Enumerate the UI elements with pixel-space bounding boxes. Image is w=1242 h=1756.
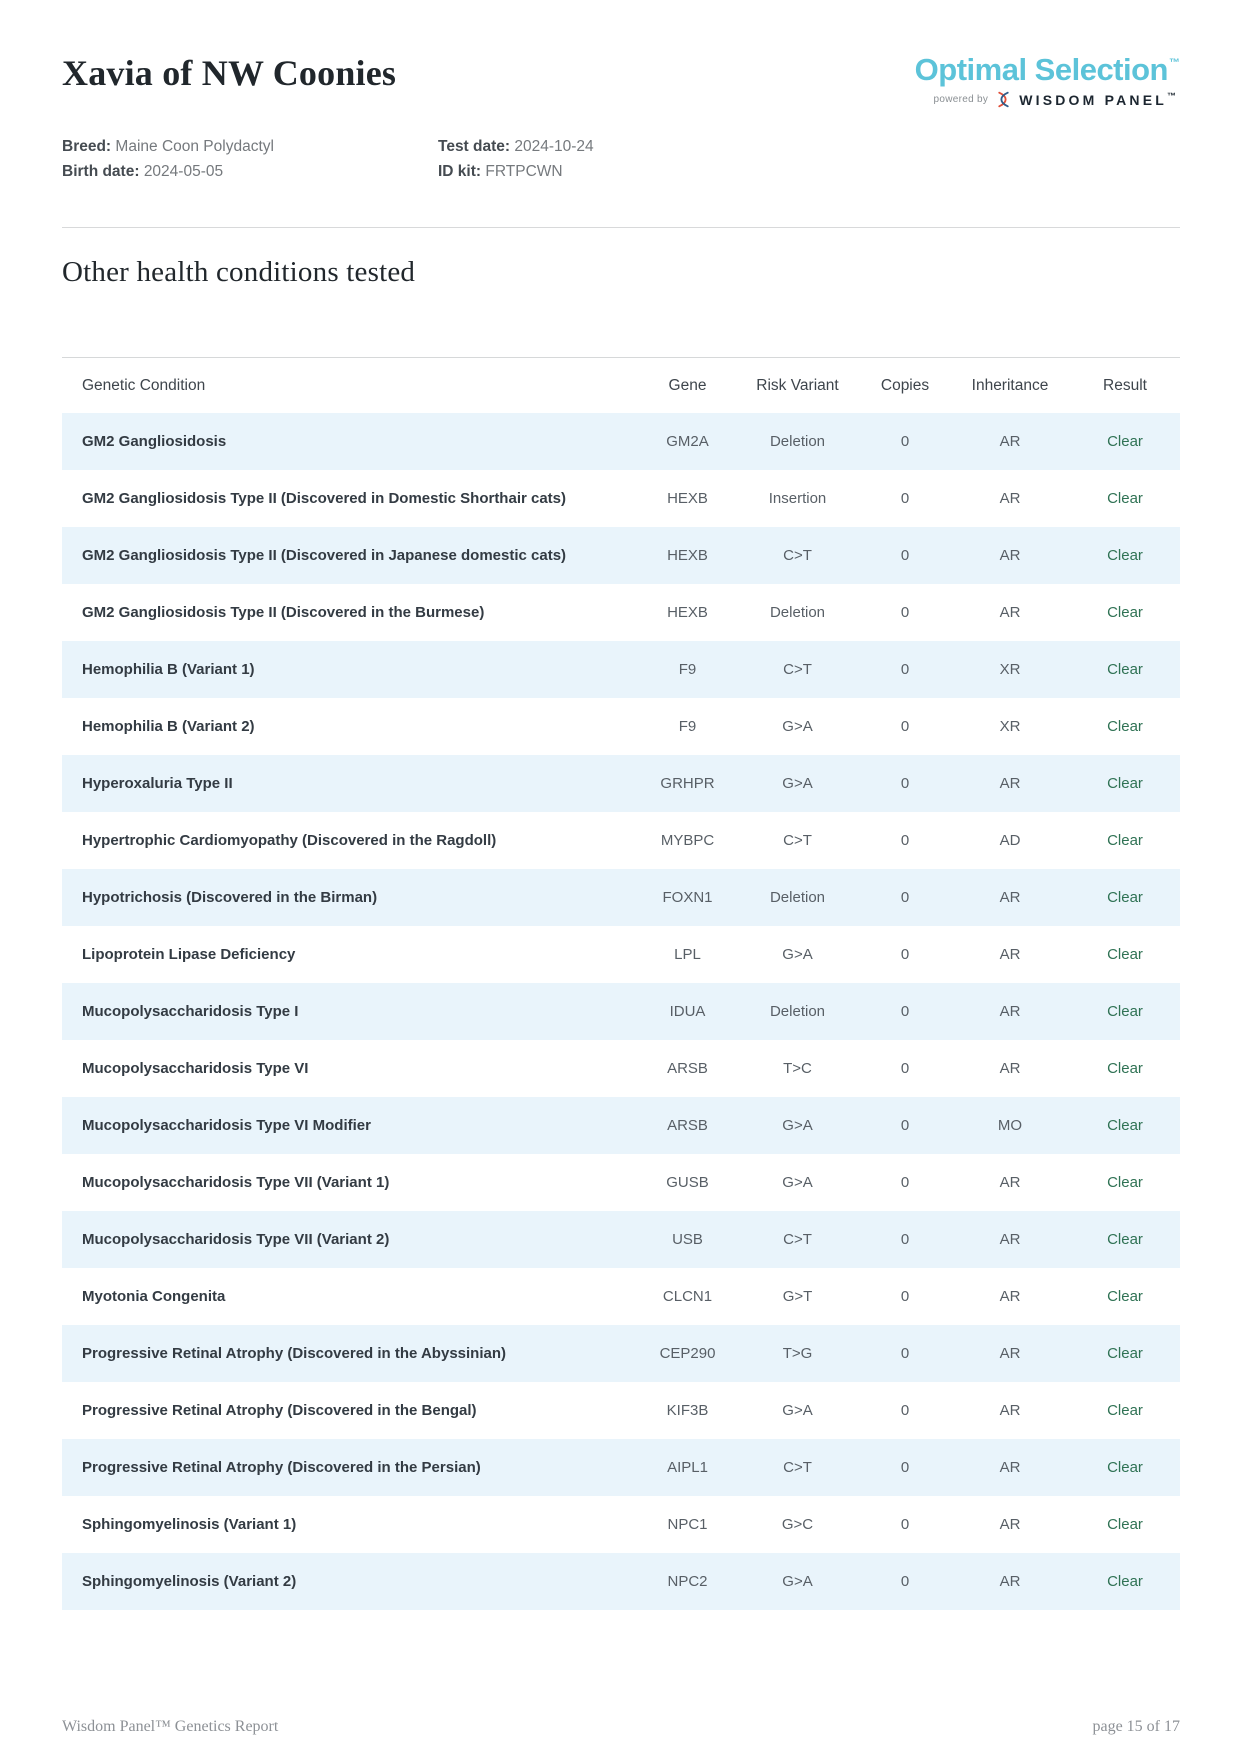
cell-inheritance: AR [999, 1060, 1021, 1077]
table-row [62, 413, 1180, 470]
cell-result: Clear [1107, 1345, 1143, 1362]
column-header-risk-variant: Risk Variant [756, 376, 839, 394]
cell-genetic-condition: Hemophilia B (Variant 2) [82, 717, 255, 735]
powered-by-label: powered by [933, 94, 989, 105]
cell-result: Clear [1107, 1231, 1143, 1248]
partner-trademark: ™ [1167, 91, 1176, 101]
id-kit-label: ID kit: [438, 163, 482, 180]
cell-inheritance: AD [999, 832, 1021, 849]
conditions-table [62, 357, 1180, 1610]
cell-result: Clear [1107, 775, 1143, 792]
cell-copies: 0 [900, 547, 910, 564]
cell-genetic-condition: Mucopolysaccharidosis Type VII (Variant 1) [82, 1173, 390, 1191]
cell-gene: NPC1 [667, 1516, 708, 1533]
table-row [62, 1040, 1180, 1097]
cell-result: Clear [1107, 1573, 1143, 1590]
cell-result: Clear [1107, 1459, 1143, 1476]
table-row [62, 527, 1180, 584]
cell-inheritance: AR [999, 604, 1021, 621]
table-row [62, 698, 1180, 755]
footer-report-name: Wisdom Panel™ Genetics Report [62, 1718, 279, 1735]
table-row [62, 983, 1180, 1040]
table-row [62, 1325, 1180, 1382]
cell-risk-variant: T>G [782, 1345, 813, 1362]
cell-gene: GRHPR [660, 775, 715, 792]
cell-result: Clear [1107, 661, 1143, 678]
brand-logo [915, 52, 1180, 108]
cell-gene: GUSB [666, 1174, 709, 1191]
column-header-result: Result [1103, 376, 1147, 394]
pet-name-title: Xavia of NW Coonies [62, 53, 397, 93]
cell-risk-variant: C>T [783, 661, 812, 678]
cell-result: Clear [1107, 547, 1143, 564]
partner-text: WISDOM PANEL [1019, 92, 1167, 108]
pet-meta [62, 138, 1180, 181]
meta-test-date [438, 138, 1180, 156]
cell-inheritance: AR [999, 1573, 1021, 1590]
cell-copies: 0 [900, 1231, 910, 1248]
cell-result: Clear [1107, 1060, 1143, 1077]
cell-risk-variant: G>A [782, 718, 813, 735]
cell-risk-variant: G>A [782, 1174, 813, 1191]
cell-genetic-condition: Mucopolysaccharidosis Type I [82, 1002, 299, 1020]
cell-risk-variant: T>C [783, 1060, 812, 1077]
cell-copies: 0 [900, 1060, 910, 1077]
cell-gene: F9 [678, 661, 697, 678]
cell-result: Clear [1107, 604, 1143, 621]
cell-inheritance: AR [999, 547, 1021, 564]
cell-genetic-condition: Progressive Retinal Atrophy (Discovered in the Bengal) [82, 1401, 477, 1419]
cell-copies: 0 [900, 1573, 910, 1590]
cell-copies: 0 [900, 604, 910, 621]
footer-page-number: page 15 of 17 [1092, 1718, 1180, 1735]
cell-copies: 0 [900, 433, 910, 450]
cell-genetic-condition: Sphingomyelinosis (Variant 2) [82, 1572, 297, 1590]
cell-copies: 0 [900, 832, 910, 849]
cell-genetic-condition: Sphingomyelinosis (Variant 1) [82, 1515, 297, 1533]
cell-risk-variant: C>T [783, 1459, 812, 1476]
cell-risk-variant: Deletion [769, 1003, 826, 1020]
cell-inheritance: AR [999, 1402, 1021, 1419]
birth-date-label: Birth date: [62, 163, 140, 180]
breed-label: Breed: [62, 138, 112, 155]
cell-risk-variant: G>A [782, 1117, 813, 1134]
cell-risk-variant: C>T [783, 1231, 812, 1248]
cell-risk-variant: G>A [782, 1573, 813, 1590]
cell-copies: 0 [900, 1402, 910, 1419]
table-row [62, 1553, 1180, 1610]
table-row [62, 1097, 1180, 1154]
table-row [62, 1211, 1180, 1268]
brand-trademark: ™ [1169, 57, 1180, 69]
cell-risk-variant: G>T [782, 1288, 813, 1305]
cell-inheritance: XR [999, 661, 1021, 678]
cell-risk-variant: G>C [781, 1516, 814, 1533]
cell-result: Clear [1107, 718, 1143, 735]
cell-result: Clear [1107, 1516, 1143, 1533]
cell-inheritance: AR [999, 1345, 1021, 1362]
cell-result: Clear [1107, 1003, 1143, 1020]
cell-gene: GM2A [666, 433, 709, 450]
cell-genetic-condition: Hyperoxaluria Type II [82, 774, 233, 792]
cell-gene: IDUA [669, 1003, 706, 1020]
cell-inheritance: AR [999, 1174, 1021, 1191]
cell-genetic-condition: GM2 Gangliosidosis Type II (Discovered in Domestic Shorthair cats) [82, 489, 567, 507]
table-row [62, 755, 1180, 812]
cell-copies: 0 [900, 775, 910, 792]
table-row [62, 584, 1180, 641]
cell-gene: CLCN1 [662, 1288, 713, 1305]
cell-gene: HEXB [667, 490, 708, 507]
cell-result: Clear [1107, 1402, 1143, 1419]
cell-gene: USB [672, 1231, 703, 1248]
cell-genetic-condition: Hypertrophic Cardiomyopathy (Discovered in the Ragdoll) [82, 831, 497, 849]
cell-genetic-condition: GM2 Gangliosidosis Type II (Discovered in Japanese domestic cats) [82, 546, 567, 564]
dna-helix-icon [995, 91, 1012, 108]
cell-genetic-condition: GM2 Gangliosidosis [82, 432, 227, 450]
cell-inheritance: AR [999, 1516, 1021, 1533]
cell-inheritance: AR [999, 1231, 1021, 1248]
cell-risk-variant: G>A [782, 946, 813, 963]
cell-genetic-condition: Mucopolysaccharidosis Type VI Modifier [82, 1116, 371, 1134]
cell-copies: 0 [900, 490, 910, 507]
cell-result: Clear [1107, 1174, 1143, 1191]
cell-gene: CEP290 [659, 1345, 716, 1362]
cell-genetic-condition: Myotonia Congenita [82, 1287, 226, 1305]
cell-copies: 0 [900, 1288, 910, 1305]
page-footer [62, 1718, 1180, 1736]
cell-copies: 0 [900, 1516, 910, 1533]
cell-gene: FOXN1 [662, 889, 713, 906]
cell-risk-variant: C>T [783, 832, 812, 849]
cell-risk-variant: G>A [782, 775, 813, 792]
cell-genetic-condition: Mucopolysaccharidosis Type VII (Variant 2) [82, 1230, 390, 1248]
cell-result: Clear [1107, 1288, 1143, 1305]
cell-inheritance: AR [999, 946, 1021, 963]
cell-risk-variant: C>T [783, 547, 812, 564]
table-row [62, 1382, 1180, 1439]
meta-id-kit [438, 163, 1180, 181]
table-row [62, 1268, 1180, 1325]
cell-result: Clear [1107, 490, 1143, 507]
table-row [62, 1496, 1180, 1553]
cell-gene: ARSB [667, 1060, 708, 1077]
cell-result: Clear [1107, 946, 1143, 963]
cell-copies: 0 [900, 1003, 910, 1020]
cell-genetic-condition: Mucopolysaccharidosis Type VI [82, 1059, 309, 1077]
cell-risk-variant: Deletion [769, 889, 826, 906]
breed-value: Maine Coon Polydactyl [115, 138, 274, 155]
id-kit-value: FRTPCWN [485, 163, 563, 180]
header-divider [62, 227, 1180, 228]
cell-gene: AIPL1 [667, 1459, 708, 1476]
cell-inheritance: AR [999, 490, 1021, 507]
cell-gene: LPL [674, 946, 701, 963]
table-row [62, 470, 1180, 527]
wisdom-panel-wordmark [1019, 91, 1176, 108]
cell-result: Clear [1107, 1117, 1143, 1134]
cell-gene: HEXB [667, 547, 708, 564]
table-row [62, 1154, 1180, 1211]
column-header-inheritance: Inheritance [971, 376, 1049, 394]
table-row [62, 641, 1180, 698]
cell-risk-variant: Deletion [769, 433, 826, 450]
cell-result: Clear [1107, 832, 1143, 849]
cell-risk-variant: G>A [782, 1402, 813, 1419]
cell-inheritance: AR [999, 889, 1021, 906]
cell-copies: 0 [900, 946, 910, 963]
cell-result: Clear [1107, 433, 1143, 450]
cell-copies: 0 [900, 1345, 910, 1362]
column-header-genetic-condition: Genetic Condition [82, 376, 206, 394]
cell-gene: KIF3B [666, 1402, 709, 1419]
cell-result: Clear [1107, 889, 1143, 906]
cell-gene: MYBPC [660, 832, 715, 849]
column-header-gene: Gene [668, 376, 707, 394]
test-date-value: 2024-10-24 [514, 138, 594, 155]
column-header-copies: Copies [880, 376, 930, 394]
table-row [62, 1439, 1180, 1496]
cell-inheritance: AR [999, 1459, 1021, 1476]
cell-inheritance: XR [999, 718, 1021, 735]
cell-gene: NPC2 [667, 1573, 708, 1590]
cell-inheritance: AR [999, 433, 1021, 450]
optimal-selection-wordmark [915, 54, 1180, 85]
table-header-row [62, 358, 1180, 413]
cell-genetic-condition: GM2 Gangliosidosis Type II (Discovered in the Burmese) [82, 603, 485, 621]
test-date-label: Test date: [438, 138, 511, 155]
table-body [62, 413, 1180, 1610]
cell-copies: 0 [900, 1117, 910, 1134]
cell-gene: F9 [678, 718, 697, 735]
cell-risk-variant: Deletion [769, 604, 826, 621]
table-row [62, 926, 1180, 983]
cell-genetic-condition: Progressive Retinal Atrophy (Discovered in the Persian) [82, 1458, 481, 1476]
cell-inheritance: AR [999, 775, 1021, 792]
cell-copies: 0 [900, 718, 910, 735]
cell-inheritance: AR [999, 1288, 1021, 1305]
table-row [62, 812, 1180, 869]
cell-copies: 0 [900, 1174, 910, 1191]
brand-text: Optimal Selection [914, 52, 1168, 87]
cell-gene: HEXB [667, 604, 708, 621]
cell-genetic-condition: Progressive Retinal Atrophy (Discovered in the Abyssinian) [82, 1344, 506, 1362]
page-header [62, 0, 1180, 108]
cell-genetic-condition: Hypotrichosis (Discovered in the Birman) [82, 888, 378, 906]
birth-date-value: 2024-05-05 [143, 163, 224, 180]
cell-risk-variant: Insertion [768, 490, 827, 507]
cell-gene: ARSB [667, 1117, 708, 1134]
cell-genetic-condition: Lipoprotein Lipase Deficiency [82, 945, 296, 963]
section-title: Other health conditions tested [62, 256, 416, 288]
cell-copies: 0 [900, 889, 910, 906]
cell-inheritance: MO [997, 1117, 1023, 1134]
powered-by-line [915, 91, 1180, 108]
meta-birth-date [62, 163, 438, 181]
meta-breed [62, 138, 438, 156]
cell-copies: 0 [900, 1459, 910, 1476]
cell-copies: 0 [900, 661, 910, 678]
table-row [62, 869, 1180, 926]
cell-inheritance: AR [999, 1003, 1021, 1020]
cell-genetic-condition: Hemophilia B (Variant 1) [82, 660, 255, 678]
